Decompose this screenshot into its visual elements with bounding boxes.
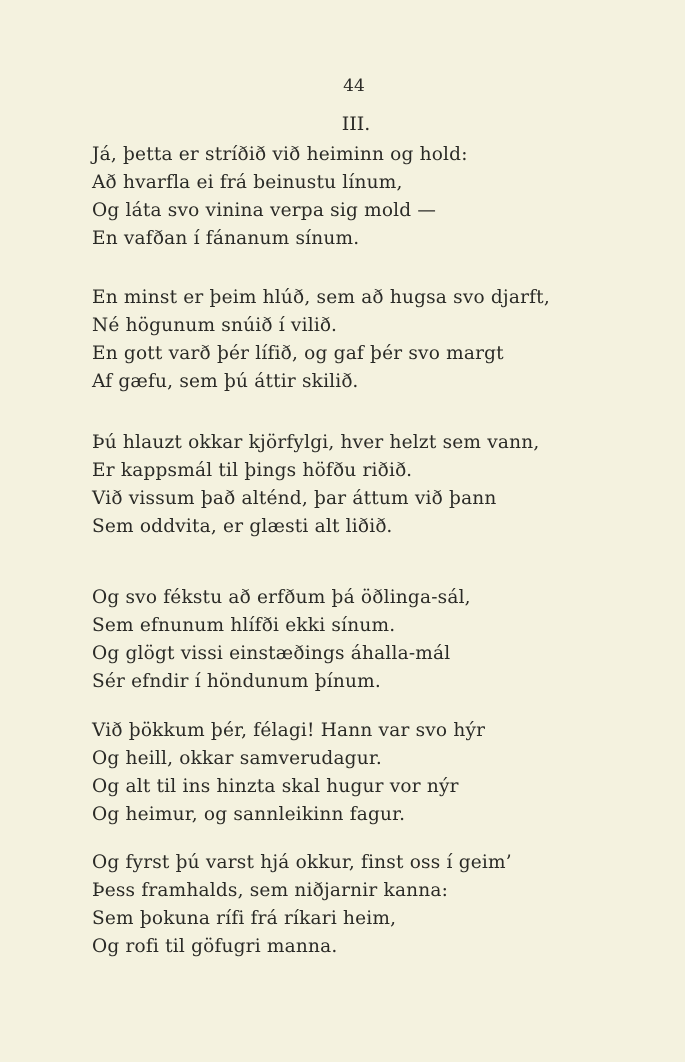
verse-line: Við vissum það alténd, þar áttum við þann — [92, 488, 497, 509]
stanza — [92, 284, 550, 396]
verse-line: Sem þokuna rífi frá ríkari heim, — [92, 908, 397, 929]
section-heading: III. — [341, 113, 371, 135]
stanza — [92, 141, 468, 253]
verse-line: En gott varð þér lífið, og gaf þér svo margt — [92, 343, 504, 364]
verse-line: Og svo fékstu að erfðum þá öðlinga-sál, — [92, 587, 471, 608]
verse-line: Og láta svo vinina verpa sig mold — — [92, 200, 437, 221]
verse-line: Að hvarfla ei frá beinustu línum, — [92, 172, 403, 193]
stanza — [92, 584, 471, 696]
verse-line: Né högunum snúið í vilið. — [92, 315, 338, 336]
verse-line: Já, þetta er stríðið við heiminn og hold: — [92, 144, 468, 165]
page-number: 44 — [343, 76, 365, 96]
verse-line: Þess framhalds, sem niðjarnir kanna: — [92, 880, 449, 901]
verse-line: Og glögt vissi einstæðings áhalla-mál — [92, 643, 451, 664]
verse-line: Sér efndir í höndunum þínum. — [92, 671, 381, 692]
verse-line: En vafðan í fánanum sínum. — [92, 228, 360, 249]
verse-line: Þú hlauzt okkar kjörfylgi, hver helzt sem vann, — [92, 432, 540, 453]
verse-line: Og rofi til göfugri manna. — [92, 936, 338, 957]
verse-line: Og fyrst þú varst hjá okkur, finst oss í geim’ — [92, 852, 512, 873]
verse-line: Sem oddvita, er glæsti alt liðið. — [92, 516, 393, 537]
verse-line: Og heill, okkar samverudagur. — [92, 748, 382, 769]
verse-line: Er kappsmál til þings höfðu riðið. — [92, 460, 413, 481]
stanza — [92, 429, 539, 541]
verse-line: Og heimur, og sannleikinn fagur. — [92, 804, 406, 825]
verse-line: Af gæfu, sem þú áttir skilið. — [92, 371, 359, 392]
verse-line: Sem efnunum hlífði ekki sínum. — [92, 615, 396, 636]
verse-line: En minst er þeim hlúð, sem að hugsa svo djarft, — [92, 287, 550, 308]
stanza — [92, 717, 485, 829]
stanza — [92, 849, 512, 961]
verse-line: Við þökkum þér, félagi! Hann var svo hýr — [92, 720, 486, 741]
verse-line: Og alt til ins hinzta skal hugur vor nýr — [92, 776, 459, 797]
